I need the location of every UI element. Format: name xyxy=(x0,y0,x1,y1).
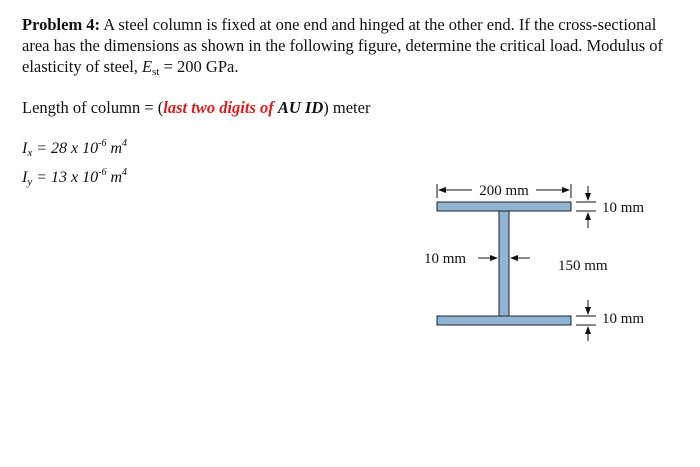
web xyxy=(499,211,509,316)
top-flange-label: 10 mm xyxy=(602,200,645,216)
bottom-flange-dimension xyxy=(576,300,596,341)
modulus-value: = 200 GPa. xyxy=(163,57,239,76)
length-prefix: Length of column = ( xyxy=(22,98,164,117)
top-flange-dimension xyxy=(576,186,596,228)
length-highlight: last two digits of xyxy=(163,98,274,117)
bottom-flange-label: 10 mm xyxy=(602,311,645,327)
problem-text: A steel column is fixed at one end and hinged at the other end. If the cross-sectional area has the dimensions as shown in the following figure, determine the critical load. Modulus of elasticity of steel, xyxy=(22,15,664,76)
bottom-flange xyxy=(437,316,571,325)
inertia-x: $I_x = 28$ x $10^{-6}$ $m^4$ xyxy=(22,138,128,159)
length-au-id: AU ID xyxy=(277,98,324,117)
modulus-subscript: st xyxy=(152,66,160,78)
problem-heading: Problem 4: xyxy=(22,15,101,34)
height-label: 150 mm xyxy=(558,258,608,274)
modulus-symbol: E xyxy=(142,57,153,76)
web-label: 10 mm xyxy=(424,251,467,267)
length-suffix: ) meter xyxy=(323,98,371,117)
top-flange xyxy=(437,202,571,211)
inertia-y: $I_y = 13$ x $10^{-6}$ $m^4$ xyxy=(22,167,128,188)
width-label: 200 mm xyxy=(479,183,529,199)
